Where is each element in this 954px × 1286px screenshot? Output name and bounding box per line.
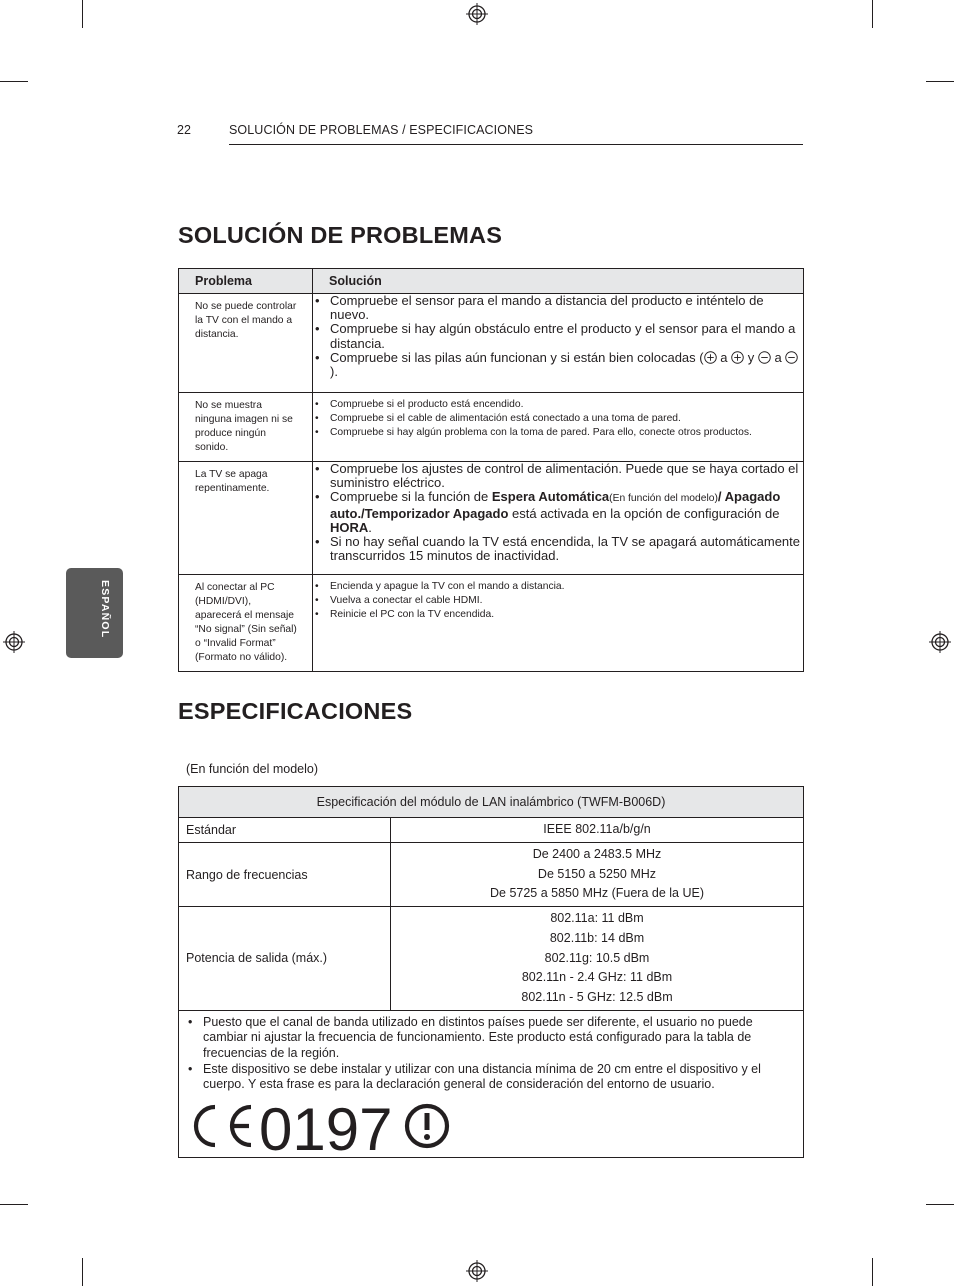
solution-item: • Encienda y apague la TV con el mando a distancia. [313,580,803,594]
solution-item: • Vuelva a conectar el cable HDMI. [313,594,803,608]
model-note: (En función del modelo) [186,762,319,776]
problem-text: La TV se apaga repentinamente. [195,469,270,494]
spec-value: IEEE 802.11a/b/g/n [543,822,651,837]
solution-item: • Compruebe los ajustes de control de alimentación. Puede que se haya cortado el suministro eléctrico. [313,462,803,490]
problem-text: No se puede controlar la TV con el mando a distancia. [195,301,297,340]
table-row [179,575,804,672]
crop-mark [82,1258,83,1286]
solution-item: • Reinicie el PC con la TV encendida. [313,608,803,622]
crop-mark [926,81,954,82]
plus-terminal-icon [731,351,744,364]
spec-label: Estándar [179,818,391,843]
solution-item: • Compruebe si hay algún problema con la toma de pared. Para ello, conecte otros productos. [313,426,803,440]
registration-mark-icon [466,1260,488,1282]
ce-number: 0197 [259,1096,393,1158]
spec-table [178,786,804,1158]
crop-mark [872,1258,873,1286]
spec-header-row [179,787,804,818]
header-rule [229,144,803,145]
troubleshooting-table [178,268,804,672]
table-row [179,843,804,907]
language-tab-label: ESPAÑOL [99,580,111,639]
solution-item: • Compruebe el sensor para el mando a distancia del producto e inténtelo de nuevo. [313,294,803,322]
table-row [179,818,804,843]
table-row [179,393,804,462]
spec-label: Potencia de salida (máx.) [179,907,391,1011]
registration-mark-icon [3,631,25,653]
problem-text: Al conectar al PC (HDMI/DVI), aparecerá el mensaje “No signal” (Sin señal) o “Invalid Format” (Formato no válido). [195,582,297,663]
spec-value: 802.11b: 14 dBm [549,930,645,945]
running-title: SOLUCIÓN DE PROBLEMAS / ESPECIFICACIONES [229,123,534,137]
language-tab [66,568,123,658]
plus-terminal-icon [704,351,717,364]
problem-text: No se muestra ninguna imagen ni se produce ningún sonido. [195,400,293,453]
table-header-row [179,269,804,294]
table-row [179,294,804,393]
crop-mark [872,0,873,28]
troubleshooting-title: SOLUCIÓN DE PROBLEMAS [178,222,503,248]
crop-mark [82,0,83,28]
crop-mark [0,81,28,82]
spec-note-item: • Este dispositivo se debe instalar y utilizar con una distancia mínima de 20 cm entre el dispositivo y el cuerpo. Y esta frase es para la declaración general de consideración del entorno de usuario. [186,1062,793,1093]
solution-item: • Compruebe si el cable de alimentación está conectado a una toma de pared. [313,412,803,426]
spec-note-item: • Puesto que el canal de banda utilizado en distintos países puede ser diferente, el usuario no puede cambiar ni ajustar la frecuencia de funcionamiento. Este producto está configurado para la tabla de frecuencias de la región. [186,1015,793,1062]
spec-notes-row [179,1010,804,1158]
registration-mark-icon [466,3,488,25]
column-header-solution: Solución [313,269,804,294]
spec-value: 802.11n - 2.4 GHz: 11 dBm [521,970,673,985]
solution-item: • Si no hay señal cuando la TV está encendida, la TV se apagará automáticamente transcurridos 15 minutos de inactividad. [313,535,803,563]
spec-label: Rango de frecuencias [179,843,391,907]
table-row [179,462,804,575]
spec-value: 802.11n - 5 GHz: 12.5 dBm [521,989,673,1004]
spec-value: De 2400 a 2483.5 MHz [532,847,662,861]
minus-terminal-icon [758,351,771,364]
page-number: 22 [177,123,191,137]
spec-value: 802.11a: 11 dBm [550,911,644,926]
ce-mark-icon [189,1093,459,1157]
ce-marking [186,1093,793,1157]
column-header-problem: Problema [179,269,313,294]
spec-value: De 5150 a 5250 MHz [537,866,657,881]
solution-item: • Compruebe si hay algún obstáculo entre el producto y el sensor para el mando a distancia. [313,322,803,350]
solution-item: • Compruebe si el producto está encendido. [313,398,803,412]
table-row [179,907,804,1011]
minus-terminal-icon [785,351,798,364]
crop-mark [0,1204,28,1205]
specifications-title: ESPECIFICACIONES [178,698,413,724]
crop-mark [926,1204,954,1205]
solution-item: • Compruebe si las pilas aún funcionan y si están bien colocadas ( a y a ). [313,351,803,379]
spec-table-title: Especificación del módulo de LAN inalámbrico (TWFM-B006D) [179,787,804,818]
solution-item: • Compruebe si la función de Espera Automática(En función del modelo)/ Apagado auto./Temporizador Apagado está activada en la opción de configuración de HORA. [313,490,803,535]
spec-value: De 5725 a 5850 MHz (Fuera de la UE) [490,886,704,901]
registration-mark-icon [929,631,951,653]
spec-value: 802.11g: 10.5 dBm [544,950,650,965]
